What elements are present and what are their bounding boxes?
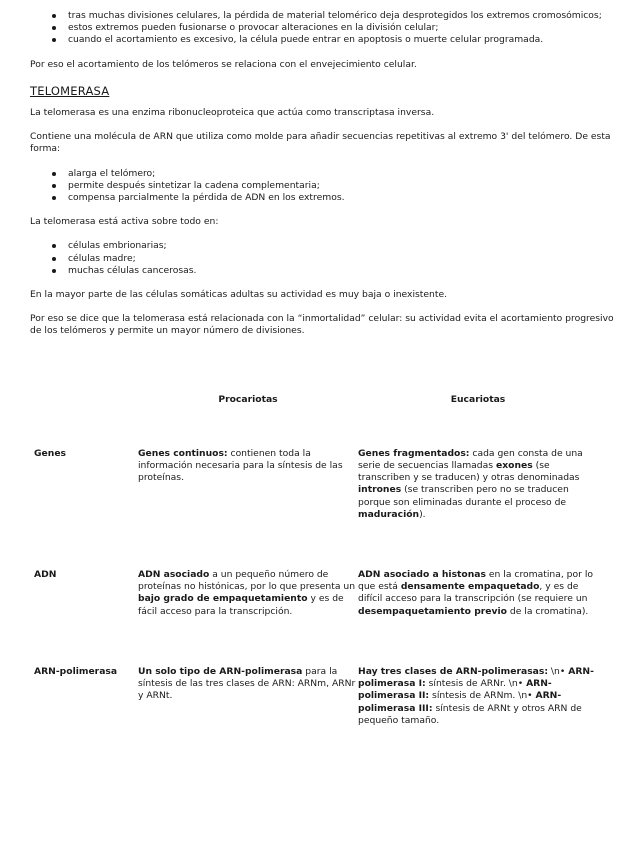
row-label: Genes: [34, 447, 67, 459]
row-label: ARN-polimerasa: [34, 665, 118, 677]
row-label: ADN: [34, 569, 57, 581]
cell-prokaryotes: Un solo tipo de ARN-polimerasa para la síntesis de las tres clases de ARN: ARNm, ARNr y ARNt.: [138, 665, 356, 702]
list-item: cuando el acortamiento es excesivo, la célula puede entrar en apoptosis o muerte celular programada.: [30, 34, 621, 46]
list-item: células embrionarias;: [30, 240, 621, 252]
bold-term: Hay tres clases de ARN-polimerasas:: [358, 665, 549, 677]
list-item: células madre;: [30, 253, 621, 265]
bold-term: Genes continuos:: [138, 447, 228, 459]
paragraph-immortality: Por eso se dice que la telomerasa está relacionada con la “inmortalidad” celular: su actividad evita el acortamiento progresivo de los telómeros y permite un mayor número de divisiones.: [30, 313, 614, 337]
section-title: TELOMERASA: [30, 83, 110, 98]
cell-eukaryotes: Genes fragmentados: cada gen consta de una serie de secuencias llamadas exones (se transcriben y se traducen) y otras denominadas intrones (se transcriben pero no se traducen porque son eliminadas durante el proceso de maduración).: [358, 447, 583, 520]
paragraph-enzyme: La telomerasa es una enzima ribonucleoproteica que actúa como transcriptasa inversa.: [30, 107, 435, 119]
bold-term: ADN asociado: [138, 569, 210, 581]
cell-eukaryotes: Hay tres clases de ARN-polimerasas: \n• ARN-polimerasa I: síntesis de ARNr. \n• ARN-polimerasa II: síntesis de ARNm. \n• ARN-polimerasa III: síntesis de ARNt y otros ARN de pequeño tamaño.: [358, 665, 594, 726]
bold-term: ARN-polimerasa II:: [358, 678, 552, 702]
header-prokaryotes: Procariotas: [218, 393, 278, 405]
bold-term: Un solo tipo de ARN-polimerasa: [138, 665, 303, 677]
header-eukaryotes: Eucariotas: [450, 393, 506, 405]
bold-term: ARN-polimerasa I:: [358, 665, 594, 690]
cell-eukaryotes: ADN asociado a histonas en la cromatina, por lo que está densamente empaquetado, y es de difícil acceso para la transcripción (se requiere un desempaquetamiento previo de la cromatina).: [358, 569, 593, 617]
bold-term: densamente empaquetado: [400, 581, 540, 593]
list-item: tras muchas divisiones celulares, la pérdida de material telomérico deja desprotegidos los extremos cromosómicos;: [30, 10, 621, 22]
list-item: estos extremos pueden fusionarse o provocar alteraciones en la división celular;: [30, 22, 621, 34]
paragraph-somatic: En la mayor parte de las células somáticas adultas su actividad es muy baja o inexistente.: [30, 289, 448, 301]
table-row: [30, 569, 598, 666]
paragraph-aging: Por eso el acortamiento de los telómeros se relaciona con el envejecimiento celular.: [30, 58, 417, 70]
bold-term: exones: [495, 460, 533, 472]
bold-term: maduración: [358, 508, 420, 520]
function-bullet-list: [30, 168, 621, 205]
cell-prokaryotes: ADN asociado a un pequeño número de proteínas no histónicas, por lo que presenta un bajo grado de empaquetamiento y es de fácil acceso para la transcripción.: [138, 569, 356, 617]
top-bullet-list: [30, 10, 621, 47]
table-row: [30, 448, 598, 569]
active-bullet-list: [30, 240, 621, 277]
bold-term: Genes fragmentados:: [358, 447, 470, 459]
cell-prokaryotes: Genes continuos: contienen toda la información necesaria para la síntesis de las proteínas.: [138, 447, 343, 484]
list-item: muchas células cancerosas.: [30, 265, 621, 277]
paragraph-active: La telomerasa está activa sobre todo en:: [30, 216, 219, 228]
paragraph-contains: Contiene una molécula de ARN que utiliza como molde para añadir secuencias repetitivas al extremo 3' del telómero. De esta forma:: [30, 131, 611, 155]
bold-term: bajo grado de empaquetamiento: [138, 593, 308, 605]
list-item: compensa parcialmente la pérdida de ADN en los extremos.: [30, 192, 621, 204]
table-header-row: [30, 394, 598, 448]
comparison-table: [30, 394, 598, 775]
list-item: alarga el telómero;: [30, 168, 621, 180]
table-row: [30, 666, 598, 775]
bold-term: ARN-polimerasa III:: [358, 690, 562, 714]
bold-term: intrones: [358, 484, 402, 496]
bold-term: ADN asociado a histonas: [358, 569, 486, 581]
list-item: permite después sintetizar la cadena complementaria;: [30, 180, 621, 192]
header-empty: [30, 394, 138, 448]
bold-term: desempaquetamiento previo: [358, 605, 507, 617]
